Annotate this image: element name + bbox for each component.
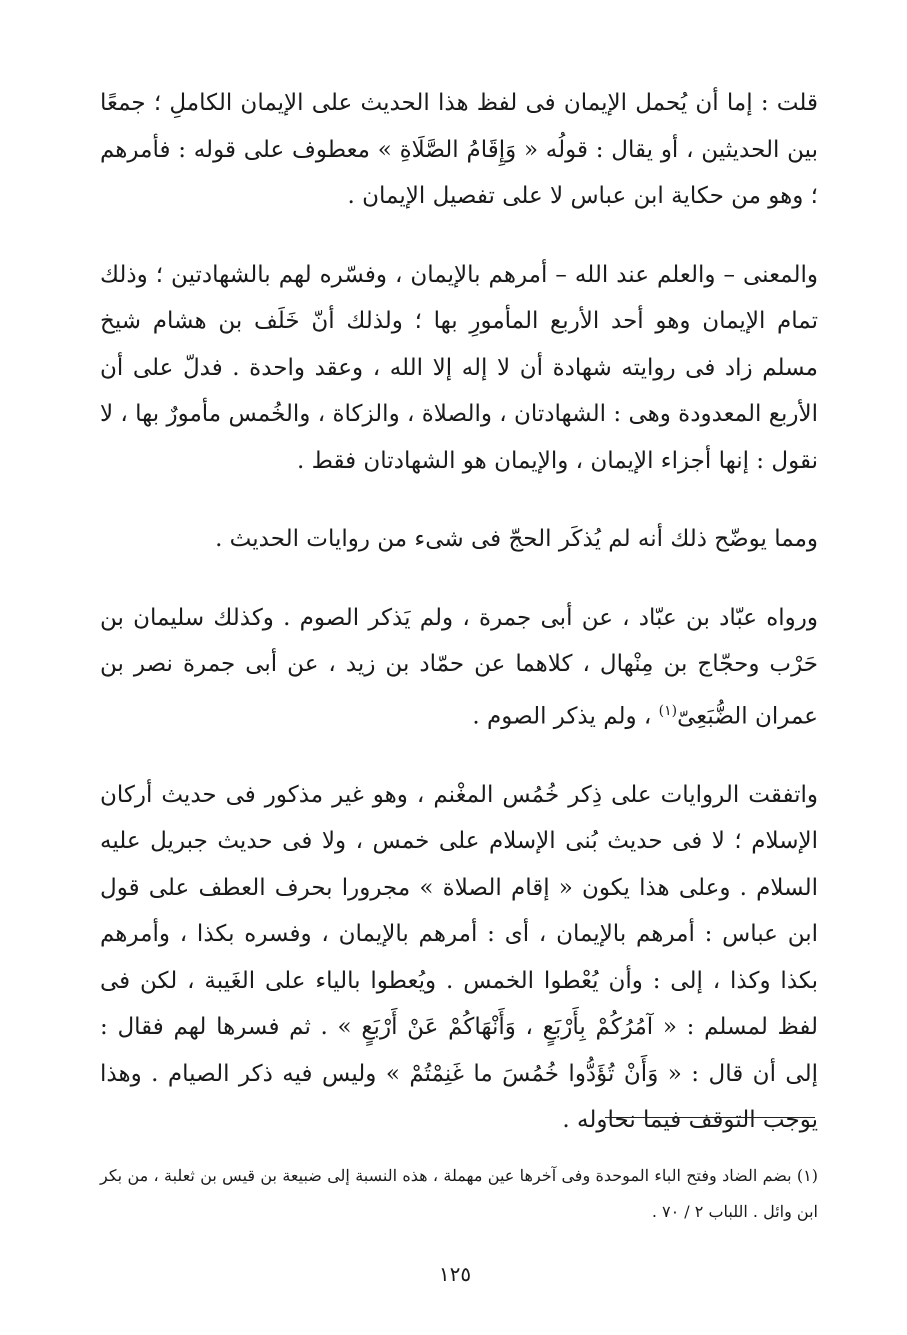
paragraph-2: والمعنى – والعلم عند الله – أمرهم بالإيمان ، وفسّره لهم بالشهادتين ؛ وذلك تمام الإيمان وهو أحد الأربع المأمورِ بها ؛ ولذلك أنّ خَلَف بن هشام شيخ مسلم زاد فى روايته شهادة أن لا إله إلا الله ، وعقد واحدة . فدلّ على أن الأربع المعدودة وهى : الشهادتان ، والصلاة ، والزكاة ، والخُمس مأمورٌ بها ، لا نقول : إنها أجزاء الإيمان ، والإيمان هو الشهادتان فقط . [100,261,818,474]
page-number: ١٢٥ [438,1262,472,1286]
footnote-1: (١) بضم الضاد وفتح الباء الموحدة وفى آخرها عين مهملة ، هذه النسبة إلى ضبيعة بن قيس بن ثعلبة ، من بكر ابن وائل . اللباب ٢ / ٧٠ . [100,1166,818,1221]
paragraph-4-text: ورواه عبّاد بن عبّاد ، عن أبى جمرة ، ولم يَذكر الصوم . وكذلك سليمان بن حَرْب وحجّاج بن مِنْهال ، كلاهما عن حمّاد بن زيد ، عن أبى جمرة نصر بن عمران الضُّبَعِىّ [100,604,818,730]
footnote-separator [605,1117,815,1118]
main-text [100,80,818,1144]
paragraph-4 [100,595,818,740]
paragraph-1: قلت : إما أن يُحمل الإيمان فى لفظ هذا الحديث على الإيمان الكاملِ ؛ جمعًا بين الحديثين ، أو يقال : قولُه « وَإِقَامُ الصَّلَاةِ » معطوف على قوله : فأمرهم ؛ وهو من حكاية ابن عباس لا على تفصيل الإيمان . [100,90,818,209]
paragraph-4-tail: ، ولم يذكر الصوم . [472,703,659,730]
footnote-reference[interactable]: (١) [658,702,678,719]
paragraph-5: واتفقت الروايات على ذِكر خُمُس المغْنم ، وهو غير مذكور فى حديث أركان الإسلام ؛ لا فى حديث بُنى الإسلام على خمس ، ولا فى حديث جبريل عليه السلام . وعلى هذا يكون « إقام الصلاة » مجرورا بحرف العطف على قول ابن عباس : أمرهم بالإيمان ، أى : أمرهم بالإيمان ، وفسره بكذا ، وأمرهم بكذا وكذا ، إلى : وأن يُعْطوا الخمس . ويُعطوا بالياء على الغَيبة ، لكن فى لفظ لمسلم : « آمُرُكُمْ بِأَرْبَعٍ ، وَأَنْهَاكُمْ عَنْ أَرْبَعٍ » . ثم فسرها لهم فقال : إلى أن قال : « وَأَنْ تُؤَدُّوا خُمُسَ ما غَنِمْتُمْ » وليس فيه ذكر الصيام . وهذا يوجب التوقف فيما نحاوله . [100,781,818,1134]
paragraph-3: ومما يوضّح ذلك أنه لم يُذكَر الحجّ فى شىء من روايات الحديث . [215,526,818,552]
footnotes [100,1158,818,1230]
